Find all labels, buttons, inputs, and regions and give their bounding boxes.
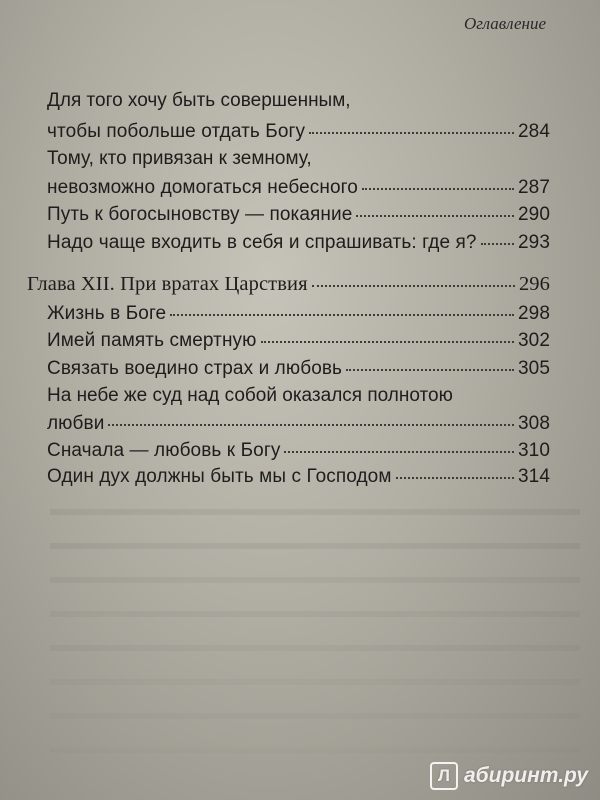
dot-leader <box>396 477 514 479</box>
toc-entry-title: Надо чаще входить в себя и спрашивать: где я? <box>47 232 477 253</box>
toc-entry[interactable] <box>47 232 550 254</box>
toc-entry-title: любви <box>47 413 105 434</box>
toc-entry[interactable] <box>47 440 550 462</box>
toc-page-number: 305 <box>517 358 550 379</box>
toc-page-number: 287 <box>517 177 550 198</box>
toc-page-number: 308 <box>517 413 550 434</box>
toc-entry[interactable] <box>47 413 550 435</box>
toc-entry[interactable] <box>47 466 550 488</box>
dot-leader <box>362 188 514 190</box>
dot-leader <box>261 341 514 343</box>
chapter-title: Глава XII. При вратах Царствия <box>27 273 308 295</box>
toc-page-number: 290 <box>517 204 550 225</box>
toc-entry-line: На небе же суд над собой оказался полнотою <box>47 385 453 406</box>
dot-leader <box>356 215 514 217</box>
toc-chapter[interactable] <box>27 273 550 296</box>
toc-entry-line: Для того хочу быть совершенным, <box>47 90 351 111</box>
toc-page-number: 310 <box>517 440 550 461</box>
toc-entry-title: Связать воедино страх и любовь <box>47 358 343 379</box>
toc-page-number: 284 <box>517 121 550 142</box>
dot-leader <box>108 424 514 426</box>
dot-leader <box>346 369 514 371</box>
toc-entry-title: Жизнь в Боге <box>47 303 167 324</box>
toc-entry[interactable] <box>47 303 550 325</box>
toc-entry[interactable] <box>47 330 550 352</box>
toc-page-number: 302 <box>517 330 550 351</box>
toc-entry-title: невозможно домогаться небесного <box>47 177 358 198</box>
watermark-text: абиринт.ру <box>463 764 588 787</box>
toc-entry-title: чтобы побольше отдать Богу <box>47 121 306 142</box>
dot-leader <box>309 132 514 134</box>
toc-entry[interactable] <box>47 204 550 226</box>
toc-entry[interactable] <box>47 121 550 143</box>
toc-page-number: 293 <box>517 232 550 253</box>
toc-page-number: 314 <box>517 466 550 487</box>
toc-page-number: 298 <box>517 303 550 324</box>
labirint-watermark <box>430 762 588 790</box>
toc-entry-title: Имей память смертную <box>47 330 257 351</box>
dot-leader <box>284 451 514 453</box>
toc-entry-title: Путь к богосыновству — покаяние <box>47 204 353 225</box>
toc-page-number: 296 <box>518 273 550 295</box>
dot-leader <box>170 314 514 316</box>
toc-entry[interactable] <box>47 358 550 380</box>
toc-entry-title: Сначала — любовь к Богу <box>47 440 281 461</box>
labirint-logo-icon: Л <box>430 762 458 790</box>
running-header: Оглавление <box>463 14 546 33</box>
toc-entry-line: Тому, кто привязан к земному, <box>47 148 312 169</box>
show-through-text <box>50 495 580 755</box>
toc-entry[interactable] <box>47 177 550 199</box>
dot-leader <box>481 243 514 245</box>
toc-entry-title: Один дух должны быть мы с Господом <box>47 466 392 487</box>
dot-leader <box>312 285 515 287</box>
